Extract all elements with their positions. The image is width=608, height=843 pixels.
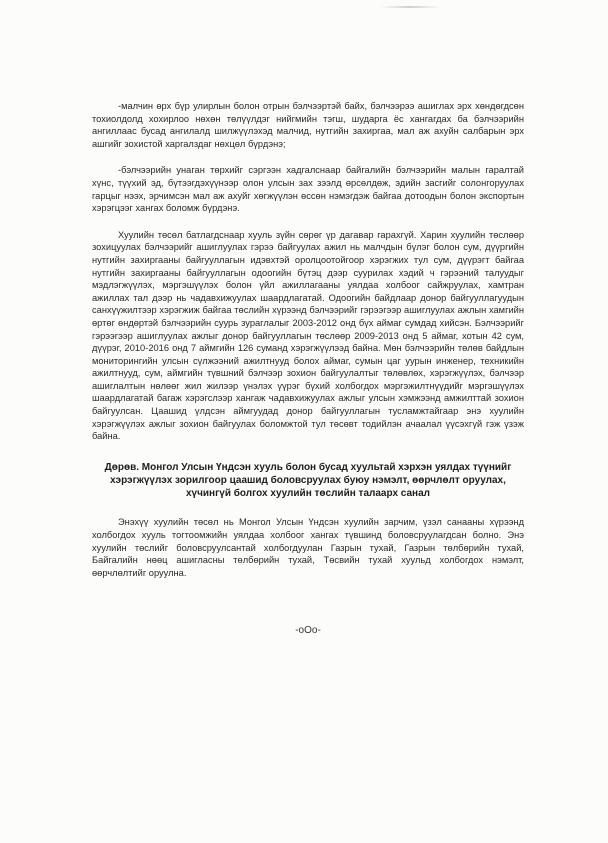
section-heading: Дөрөв. Монгол Улсын Үндсэн хууль болон бусад хуультай хэрхэн уялдах түүнийг хэрэгжүүлэх зорилгоор цаашид боловсруулах буюу нэмэлт, өөрчлөлт оруулах, хүчингүй болгох хуулийн төслийн талаарх санал [104, 461, 512, 500]
paragraph-pasture-restoration: -бэлчээрийн унаган төрхийг сэргээн хадгалснаар байгалийн бэлчээрийн малын гаралтай хүнс, түүхий эд, бүтээгдэхүүнээр олон улсын зах зээлд өрсөлдөж, эдийн засгийг солонгоруулах гарцыг нээх, эрчимсэн мал аж ахуйг хөгжүүлэн өссөн нэмэгдэж байгаа дотоодын болон экспортын хэрэгцээг хангах боломж бүрдэнэ. [92, 165, 524, 214]
end-mark: -oOo- [295, 625, 321, 637]
paragraph-constitution-relation: Энэхүү хуулийн төсөл нь Монгол Улсын Үндсэн хуулийн зарчим, үзэл санааны хүрээнд холбогдох хууль тогтоомжийн уялдаа холбоог хангах түвшинд боловсруулагдсан болно. Энэ хуулийн төслийг боловсруулсантай холбогдуулан Газрын тухай, Газрын төлбөрийн тухай, Байгалийн нөөц ашигласны төлбөрийн тухай, Төсвийн тухай хуульд холбогдох нэмэлт, өөрчлөлтийг оруулна. [92, 517, 524, 578]
document-body [92, 100, 524, 638]
paragraph-herder-rights: -малчин өрх бүр улирлын болон отрын бэлчээртэй байх, бэлчээрээ ашиглах эрх хөндөгдсөн тохиолдолд хохирлоо нөхөн төлүүлдэг нийгмийн тэгш, шударга ёс хангагдах ба бэлчээрийн ангиллаас бусад ангилалд шилжүүлэхэд малчид, нутгийн захиргаа, мал аж ахуйн салбарын эрх ашгийг зохистой харгалздаг нөхцөл бүрдэнэ; [92, 101, 524, 149]
scan-artifact [380, 6, 440, 8]
paragraph-legal-consequences: Хуулийн төсөл батлагдснаар хууль зүйн сөрөг үр дагавар гарахгүй. Харин хуулийн төслөөр зохицуулах бэлчээрийг ашиглуулах гэрээ байгуулах ажил нь малчдын бүлэг болон сум, дүүргийн нутгийн захиргааны байгууллагын идэвхтэй оролцоотойгоор хэрэгжих тул сум, дүүрэгт байгаа нутгийн захиргааны байгууллагын одоогийн бүтэц дээр суурилах хэдий ч гэрээний талуудыг мэдлэгжүүлэх, мэргэшүүлэх болон үйл ажиллагааны уялдаа холбоог сайжруулах, хамтран ажиллах тал дээр нь чадавхижуулах шаардлагатай. Одоогийн байдлаар донор байгууллагуудын санхүүжилтээр хэрэгжиж байгаа төслийн хүрээнд бэлчээрийг гэрээгээр ашиглуулах ажлын хамгийн өртөг өндөртэй бэлчээрийн суурь зураглалыг 2003-2012 онд бүх аймаг сумдад хийсэн. Бэлчээрийг гэрээгээр ашиглуулах ажлыг донор байгууллагын төслөөр 2009-2013 онд 5 аймаг, хотын 42 сум, дүүрэг, 2010-2016 онд 7 аймгийн 126 суманд хэрэгжүүлээд байна. Мөн бэлчээрийн төлөв байдлын мониторингийн улсын сүлжээний ажилтнууд болох аймаг, сумын цаг уурын инженер, техникийн ажилтнууд, сум, аймгийн түвшний бэлчээр зохион байгуулалтыг төлөвлөх, хэрэгжүүлэх, бэлчээр ашиглалтын нөлөөг жил жилээр үнэлэх үүрэг бүхий холбогдох мэргэжилтнүүдийг мэргэшүүлэх шаардлагатай багаж хэрэгслээр хангаж чадавхижуулах ажлыг улсын хэмжээнд амжилттай зохион байгуулсан. Цаашид үлдсэн аймгуудад донор байгууллагын тусламжтайгаар энэ хуулийн хэрэгжүүлэх ажлыг зохион байгуулах боломжтой тул төсөвт тодийлэн ачаалал үүсэхгүй гэж үзэж байна. [92, 229, 524, 442]
